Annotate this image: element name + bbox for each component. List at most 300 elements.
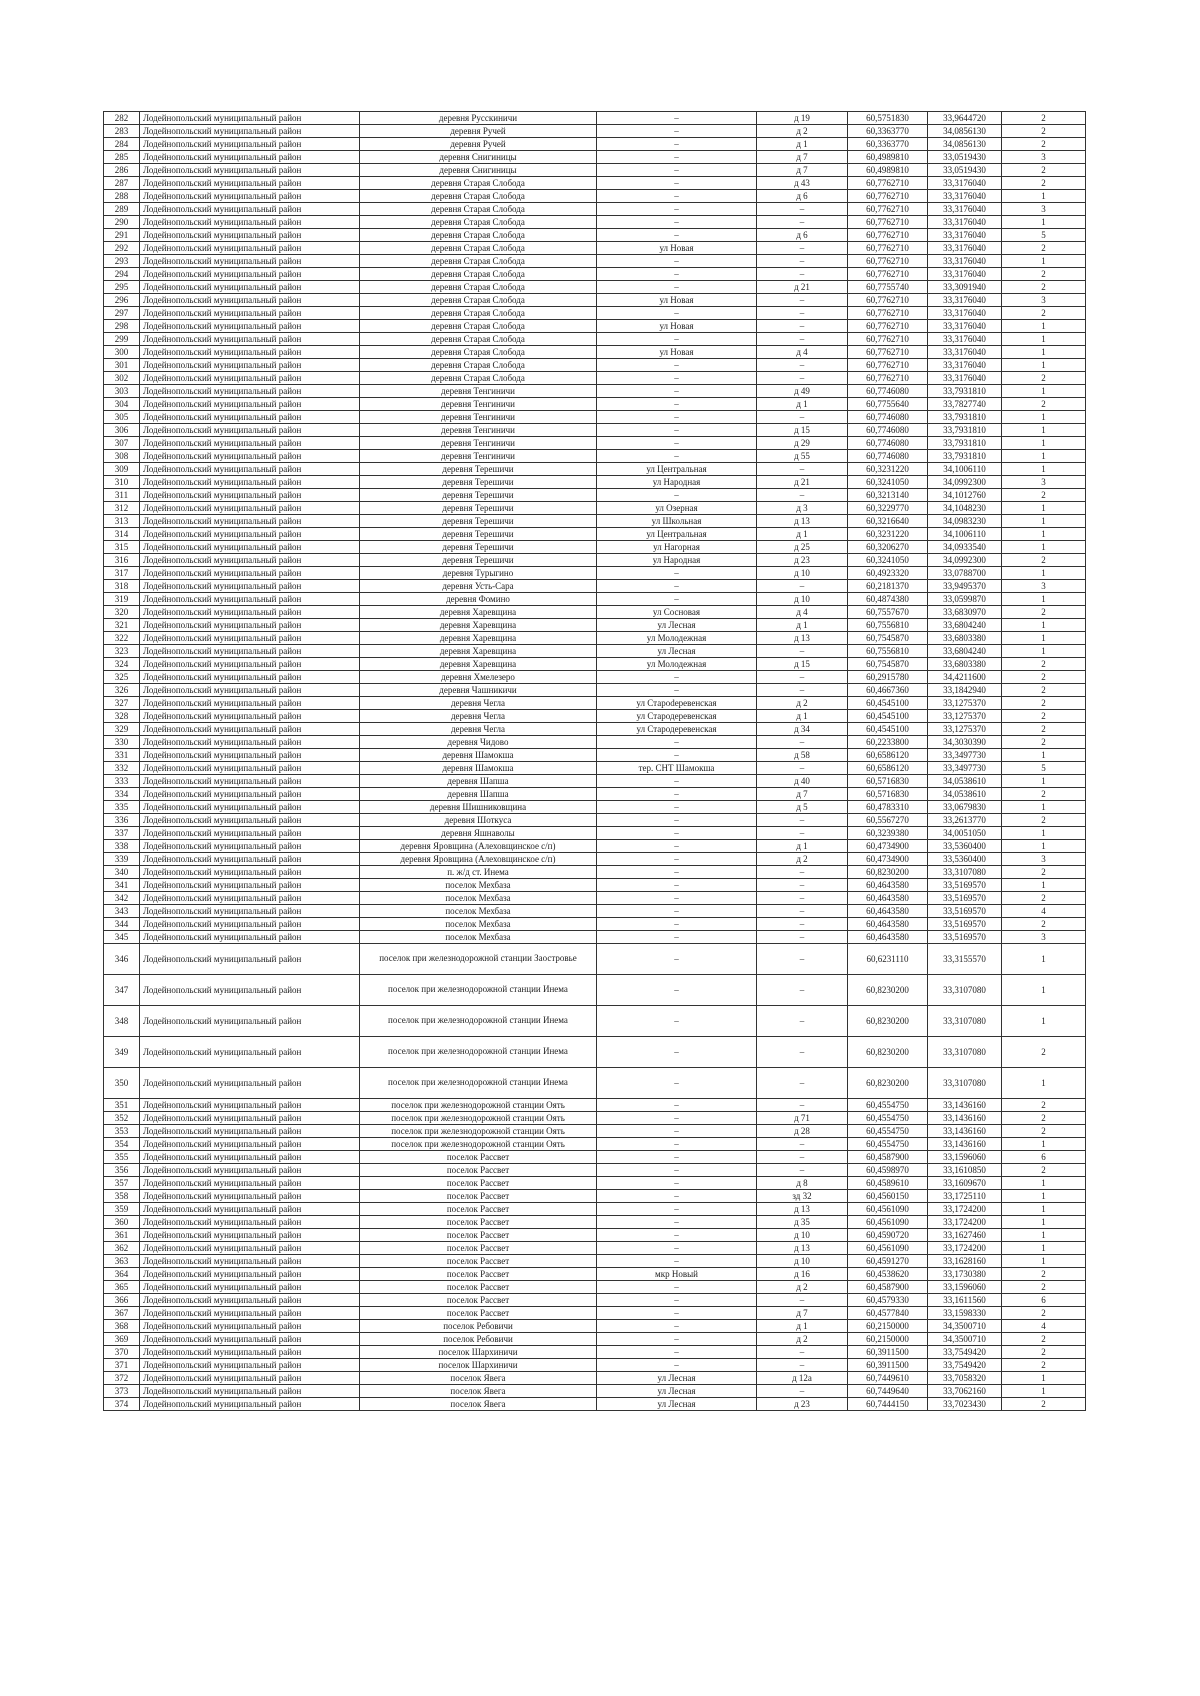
district-cell: Лодейнопольский муниципальный район: [140, 853, 360, 866]
row-number: 361: [104, 1229, 140, 1242]
latitude-cell: 60,4667360: [848, 684, 928, 697]
district-cell: Лодейнопольский муниципальный район: [140, 307, 360, 320]
count-cell: 2: [1002, 554, 1086, 567]
street-cell: –: [597, 1006, 757, 1037]
count-cell: 1: [1002, 255, 1086, 268]
street-cell: ул Молодежная: [597, 632, 757, 645]
settlement-cell: деревня Старая Слобода: [360, 372, 597, 385]
district-cell: Лодейнопольский муниципальный район: [140, 619, 360, 632]
district-cell: Лодейнопольский муниципальный район: [140, 827, 360, 840]
count-cell: 1: [1002, 216, 1086, 229]
row-number: 336: [104, 814, 140, 827]
street-cell: –: [597, 975, 757, 1006]
settlement-cell: поселок Шархиничи: [360, 1346, 597, 1359]
longitude-cell: 33,0599870: [928, 593, 1002, 606]
latitude-cell: 60,3206270: [848, 541, 928, 554]
longitude-cell: 34,0538610: [928, 788, 1002, 801]
longitude-cell: 33,9495370: [928, 580, 1002, 593]
house-cell: –: [757, 1151, 848, 1164]
street-cell: –: [597, 437, 757, 450]
longitude-cell: 33,3107080: [928, 975, 1002, 1006]
latitude-cell: 60,7755640: [848, 398, 928, 411]
street-cell: –: [597, 1203, 757, 1216]
street-cell: ул Школьная: [597, 515, 757, 528]
latitude-cell: 60,7746080: [848, 411, 928, 424]
longitude-cell: 33,6803380: [928, 632, 1002, 645]
house-cell: д 1: [757, 138, 848, 151]
latitude-cell: 60,4598970: [848, 1164, 928, 1177]
longitude-cell: 33,5169570: [928, 905, 1002, 918]
street-cell: ул Новая: [597, 346, 757, 359]
settlement-cell: поселок Мехбаза: [360, 879, 597, 892]
district-cell: Лодейнопольский муниципальный район: [140, 151, 360, 164]
district-cell: Лодейнопольский муниципальный район: [140, 138, 360, 151]
district-cell: Лодейнопольский муниципальный район: [140, 814, 360, 827]
street-cell: –: [597, 1099, 757, 1112]
count-cell: 2: [1002, 242, 1086, 255]
count-cell: 1: [1002, 1068, 1086, 1099]
street-cell: –: [597, 1037, 757, 1068]
street-cell: –: [597, 1216, 757, 1229]
latitude-cell: 60,4538620: [848, 1268, 928, 1281]
latitude-cell: 60,4923320: [848, 567, 928, 580]
settlement-cell: деревня Хмелезеро: [360, 671, 597, 684]
settlement-cell: поселок при железнодорожной станции Инема: [360, 1037, 597, 1068]
latitude-cell: 60,8230200: [848, 866, 928, 879]
table-row: [104, 762, 1086, 775]
street-cell: –: [597, 424, 757, 437]
street-cell: –: [597, 944, 757, 975]
latitude-cell: 60,7746080: [848, 424, 928, 437]
settlement-cell: деревня Яровщина (Алеховщинское с/п): [360, 853, 597, 866]
row-number: 353: [104, 1125, 140, 1138]
row-number: 343: [104, 905, 140, 918]
count-cell: 2: [1002, 892, 1086, 905]
row-number: 288: [104, 190, 140, 203]
longitude-cell: 34,0538610: [928, 775, 1002, 788]
table-row: [104, 450, 1086, 463]
latitude-cell: 60,2150000: [848, 1320, 928, 1333]
table-row: [104, 1190, 1086, 1203]
settlement-cell: деревня Турыгино: [360, 567, 597, 580]
row-number: 284: [104, 138, 140, 151]
house-cell: д 1: [757, 528, 848, 541]
house-cell: д 6: [757, 190, 848, 203]
district-cell: Лодейнопольский муниципальный район: [140, 580, 360, 593]
district-cell: Лодейнопольский муниципальный район: [140, 671, 360, 684]
count-cell: 6: [1002, 1151, 1086, 1164]
latitude-cell: 60,4643580: [848, 905, 928, 918]
settlement-cell: деревня Шоткуса: [360, 814, 597, 827]
settlement-cell: деревня Старая Слобода: [360, 333, 597, 346]
street-cell: –: [597, 1125, 757, 1138]
count-cell: 2: [1002, 1268, 1086, 1281]
count-cell: 1: [1002, 827, 1086, 840]
table-row: [104, 554, 1086, 567]
street-cell: –: [597, 827, 757, 840]
longitude-cell: 33,1275370: [928, 723, 1002, 736]
latitude-cell: 60,8230200: [848, 1068, 928, 1099]
street-cell: –: [597, 177, 757, 190]
house-cell: –: [757, 411, 848, 424]
settlement-cell: деревня Старая Слобода: [360, 242, 597, 255]
row-number: 285: [104, 151, 140, 164]
longitude-cell: 33,5360400: [928, 853, 1002, 866]
count-cell: 5: [1002, 229, 1086, 242]
longitude-cell: 33,0519430: [928, 164, 1002, 177]
house-cell: –: [757, 1385, 848, 1398]
street-cell: –: [597, 1068, 757, 1099]
house-cell: д 6: [757, 229, 848, 242]
table-row: [104, 346, 1086, 359]
row-number: 319: [104, 593, 140, 606]
longitude-cell: 33,3176040: [928, 268, 1002, 281]
district-cell: Лодейнопольский муниципальный район: [140, 1359, 360, 1372]
row-number: 366: [104, 1294, 140, 1307]
count-cell: 3: [1002, 294, 1086, 307]
longitude-cell: 33,6804240: [928, 619, 1002, 632]
table-row: [104, 1177, 1086, 1190]
street-cell: –: [597, 1320, 757, 1333]
longitude-cell: 33,5169570: [928, 879, 1002, 892]
house-cell: д 2: [757, 697, 848, 710]
district-cell: Лодейнопольский муниципальный район: [140, 593, 360, 606]
count-cell: 2: [1002, 1359, 1086, 1372]
street-cell: –: [597, 1307, 757, 1320]
table-row: [104, 944, 1086, 975]
latitude-cell: 60,3363770: [848, 125, 928, 138]
longitude-cell: 34,3030390: [928, 736, 1002, 749]
row-number: 310: [104, 476, 140, 489]
row-number: 317: [104, 567, 140, 580]
house-cell: д 29: [757, 437, 848, 450]
table-row: [104, 411, 1086, 424]
street-cell: –: [597, 892, 757, 905]
count-cell: 1: [1002, 190, 1086, 203]
latitude-cell: 60,4643580: [848, 918, 928, 931]
latitude-cell: 60,7545870: [848, 658, 928, 671]
table-body: [104, 112, 1086, 1411]
longitude-cell: 33,1724200: [928, 1242, 1002, 1255]
house-cell: д 8: [757, 1177, 848, 1190]
district-cell: Лодейнопольский муниципальный район: [140, 918, 360, 931]
house-cell: д 7: [757, 788, 848, 801]
district-cell: Лодейнопольский муниципальный район: [140, 1006, 360, 1037]
house-cell: –: [757, 975, 848, 1006]
table-row: [104, 229, 1086, 242]
table-row: [104, 775, 1086, 788]
district-cell: Лодейнопольский муниципальный район: [140, 502, 360, 515]
table-row: [104, 853, 1086, 866]
latitude-cell: 60,4545100: [848, 723, 928, 736]
settlement-cell: деревня Чегла: [360, 723, 597, 736]
latitude-cell: 60,6231110: [848, 944, 928, 975]
house-cell: –: [757, 866, 848, 879]
settlement-cell: деревня Харевщина: [360, 645, 597, 658]
house-cell: д 2: [757, 1333, 848, 1346]
row-number: 338: [104, 840, 140, 853]
count-cell: 2: [1002, 164, 1086, 177]
house-cell: –: [757, 736, 848, 749]
district-cell: Лодейнопольский муниципальный район: [140, 1216, 360, 1229]
table-row: [104, 814, 1086, 827]
street-cell: –: [597, 905, 757, 918]
longitude-cell: 33,0788700: [928, 567, 1002, 580]
row-number: 294: [104, 268, 140, 281]
street-cell: –: [597, 307, 757, 320]
longitude-cell: 33,3176040: [928, 307, 1002, 320]
house-cell: д 13: [757, 1203, 848, 1216]
longitude-cell: 34,0983230: [928, 515, 1002, 528]
row-number: 313: [104, 515, 140, 528]
count-cell: 2: [1002, 658, 1086, 671]
settlement-cell: деревня Шамокша: [360, 749, 597, 762]
longitude-cell: 33,6803380: [928, 658, 1002, 671]
house-cell: –: [757, 1006, 848, 1037]
row-number: 303: [104, 385, 140, 398]
district-cell: Лодейнопольский муниципальный район: [140, 632, 360, 645]
latitude-cell: 60,7762710: [848, 216, 928, 229]
table-row: [104, 606, 1086, 619]
district-cell: Лодейнопольский муниципальный район: [140, 567, 360, 580]
street-cell: ул Центральная: [597, 463, 757, 476]
house-cell: –: [757, 294, 848, 307]
longitude-cell: 33,1842940: [928, 684, 1002, 697]
latitude-cell: 60,4561090: [848, 1203, 928, 1216]
count-cell: 1: [1002, 840, 1086, 853]
house-cell: –: [757, 1099, 848, 1112]
latitude-cell: 60,2915780: [848, 671, 928, 684]
longitude-cell: 33,7062160: [928, 1385, 1002, 1398]
count-cell: 1: [1002, 1006, 1086, 1037]
district-cell: Лодейнопольский муниципальный район: [140, 1346, 360, 1359]
house-cell: д 21: [757, 281, 848, 294]
table-row: [104, 1112, 1086, 1125]
row-number: 333: [104, 775, 140, 788]
latitude-cell: 60,7762710: [848, 177, 928, 190]
street-cell: ул Новая: [597, 294, 757, 307]
longitude-cell: 33,7549420: [928, 1359, 1002, 1372]
count-cell: 2: [1002, 723, 1086, 736]
row-number: 320: [104, 606, 140, 619]
house-cell: д 7: [757, 164, 848, 177]
longitude-cell: 33,3176040: [928, 242, 1002, 255]
latitude-cell: 60,7556810: [848, 645, 928, 658]
district-cell: Лодейнопольский муниципальный район: [140, 1177, 360, 1190]
house-cell: д 7: [757, 1307, 848, 1320]
table-row: [104, 1125, 1086, 1138]
longitude-cell: 33,1609670: [928, 1177, 1002, 1190]
street-cell: –: [597, 749, 757, 762]
settlement-cell: деревня Старая Слобода: [360, 190, 597, 203]
house-cell: д 2: [757, 853, 848, 866]
settlement-cell: поселок Рассвет: [360, 1216, 597, 1229]
table-row: [104, 567, 1086, 580]
table-row: [104, 827, 1086, 840]
settlement-cell: поселок при железнодорожной станции Оять: [360, 1125, 597, 1138]
latitude-cell: 60,7746080: [848, 450, 928, 463]
count-cell: 2: [1002, 138, 1086, 151]
street-cell: ул Озерная: [597, 502, 757, 515]
district-cell: Лодейнопольский муниципальный район: [140, 424, 360, 437]
latitude-cell: 60,2181370: [848, 580, 928, 593]
settlement-cell: поселок Рассвет: [360, 1307, 597, 1320]
count-cell: 2: [1002, 1125, 1086, 1138]
house-cell: д 13: [757, 632, 848, 645]
house-cell: д 34: [757, 723, 848, 736]
count-cell: 1: [1002, 1190, 1086, 1203]
row-number: 302: [104, 372, 140, 385]
street-cell: –: [597, 255, 757, 268]
longitude-cell: 33,7931810: [928, 411, 1002, 424]
street-cell: –: [597, 450, 757, 463]
count-cell: 1: [1002, 1372, 1086, 1385]
settlement-cell: деревня Терешичи: [360, 489, 597, 502]
count-cell: 2: [1002, 1346, 1086, 1359]
street-cell: –: [597, 333, 757, 346]
latitude-cell: 60,7762710: [848, 242, 928, 255]
house-cell: –: [757, 1294, 848, 1307]
table-row: [104, 736, 1086, 749]
latitude-cell: 60,4989810: [848, 151, 928, 164]
district-cell: Лодейнопольский муниципальный район: [140, 866, 360, 879]
house-cell: д 1: [757, 840, 848, 853]
row-number: 298: [104, 320, 140, 333]
street-cell: ул Лесная: [597, 619, 757, 632]
row-number: 364: [104, 1268, 140, 1281]
row-number: 359: [104, 1203, 140, 1216]
longitude-cell: 34,1006110: [928, 463, 1002, 476]
longitude-cell: 33,3176040: [928, 320, 1002, 333]
row-number: 318: [104, 580, 140, 593]
house-cell: –: [757, 216, 848, 229]
house-cell: д 1: [757, 398, 848, 411]
longitude-cell: 33,7931810: [928, 385, 1002, 398]
row-number: 307: [104, 437, 140, 450]
house-cell: д 40: [757, 775, 848, 788]
table-row: [104, 255, 1086, 268]
row-number: 324: [104, 658, 140, 671]
latitude-cell: 60,4587900: [848, 1151, 928, 1164]
row-number: 312: [104, 502, 140, 515]
row-number: 293: [104, 255, 140, 268]
count-cell: 3: [1002, 853, 1086, 866]
latitude-cell: 60,7746080: [848, 385, 928, 398]
latitude-cell: 60,3216640: [848, 515, 928, 528]
house-cell: д 55: [757, 450, 848, 463]
latitude-cell: 60,6586120: [848, 749, 928, 762]
latitude-cell: 60,4545100: [848, 697, 928, 710]
district-cell: Лодейнопольский муниципальный район: [140, 437, 360, 450]
settlement-cell: деревня Харевщина: [360, 606, 597, 619]
house-cell: д 28: [757, 1125, 848, 1138]
table-row: [104, 1346, 1086, 1359]
longitude-cell: 33,7931810: [928, 424, 1002, 437]
street-cell: –: [597, 1359, 757, 1372]
district-cell: Лодейнопольский муниципальный район: [140, 1333, 360, 1346]
settlement-cell: деревня Старая Слобода: [360, 229, 597, 242]
table-row: [104, 1385, 1086, 1398]
latitude-cell: 60,4591270: [848, 1255, 928, 1268]
count-cell: 2: [1002, 1398, 1086, 1411]
settlement-cell: деревня Тенгиничи: [360, 385, 597, 398]
house-cell: –: [757, 372, 848, 385]
settlement-cell: деревня Терешичи: [360, 502, 597, 515]
table-row: [104, 125, 1086, 138]
district-cell: Лодейнопольский муниципальный район: [140, 658, 360, 671]
district-cell: Лодейнопольский муниципальный район: [140, 944, 360, 975]
district-cell: Лодейнопольский муниципальный район: [140, 1255, 360, 1268]
longitude-cell: 33,3107080: [928, 866, 1002, 879]
count-cell: 1: [1002, 879, 1086, 892]
table-row: [104, 1307, 1086, 1320]
count-cell: 2: [1002, 866, 1086, 879]
settlement-cell: деревня Шапша: [360, 775, 597, 788]
house-cell: д 23: [757, 554, 848, 567]
count-cell: 2: [1002, 1281, 1086, 1294]
row-number: 349: [104, 1037, 140, 1068]
district-cell: Лодейнопольский муниципальный район: [140, 1320, 360, 1333]
row-number: 329: [104, 723, 140, 736]
longitude-cell: 33,7058320: [928, 1372, 1002, 1385]
house-cell: –: [757, 463, 848, 476]
latitude-cell: 60,4554750: [848, 1125, 928, 1138]
row-number: 365: [104, 1281, 140, 1294]
settlement-cell: поселок Мехбаза: [360, 931, 597, 944]
latitude-cell: 60,4561090: [848, 1216, 928, 1229]
latitude-cell: 60,7557670: [848, 606, 928, 619]
row-number: 322: [104, 632, 140, 645]
table-row: [104, 1242, 1086, 1255]
row-number: 325: [104, 671, 140, 684]
house-cell: –: [757, 1359, 848, 1372]
count-cell: 2: [1002, 372, 1086, 385]
table-row: [104, 372, 1086, 385]
row-number: 371: [104, 1359, 140, 1372]
house-cell: д 10: [757, 1255, 848, 1268]
street-cell: –: [597, 736, 757, 749]
settlement-cell: поселок Мехбаза: [360, 918, 597, 931]
table-row: [104, 684, 1086, 697]
district-cell: Лодейнопольский муниципальный район: [140, 723, 360, 736]
longitude-cell: 33,1596060: [928, 1281, 1002, 1294]
row-number: 327: [104, 697, 140, 710]
district-cell: Лодейнопольский муниципальный район: [140, 1229, 360, 1242]
house-cell: д 43: [757, 177, 848, 190]
longitude-cell: 33,1596060: [928, 1151, 1002, 1164]
settlement-cell: поселок Рассвет: [360, 1229, 597, 1242]
table-row: [104, 151, 1086, 164]
count-cell: 1: [1002, 775, 1086, 788]
table-row: [104, 1268, 1086, 1281]
settlement-cell: деревня Чидово: [360, 736, 597, 749]
longitude-cell: 34,4211600: [928, 671, 1002, 684]
count-cell: 1: [1002, 528, 1086, 541]
house-cell: –: [757, 879, 848, 892]
district-cell: Лодейнопольский муниципальный район: [140, 190, 360, 203]
table-row: [104, 502, 1086, 515]
table-row: [104, 801, 1086, 814]
street-cell: –: [597, 1281, 757, 1294]
settlement-cell: поселок при железнодорожной станции Заостровье: [360, 944, 597, 975]
settlement-cell: деревня Терешичи: [360, 463, 597, 476]
row-number: 299: [104, 333, 140, 346]
settlement-cell: деревня Харевщина: [360, 658, 597, 671]
latitude-cell: 60,6586120: [848, 762, 928, 775]
street-cell: –: [597, 359, 757, 372]
settlement-cell: деревня Терешичи: [360, 528, 597, 541]
house-cell: –: [757, 203, 848, 216]
